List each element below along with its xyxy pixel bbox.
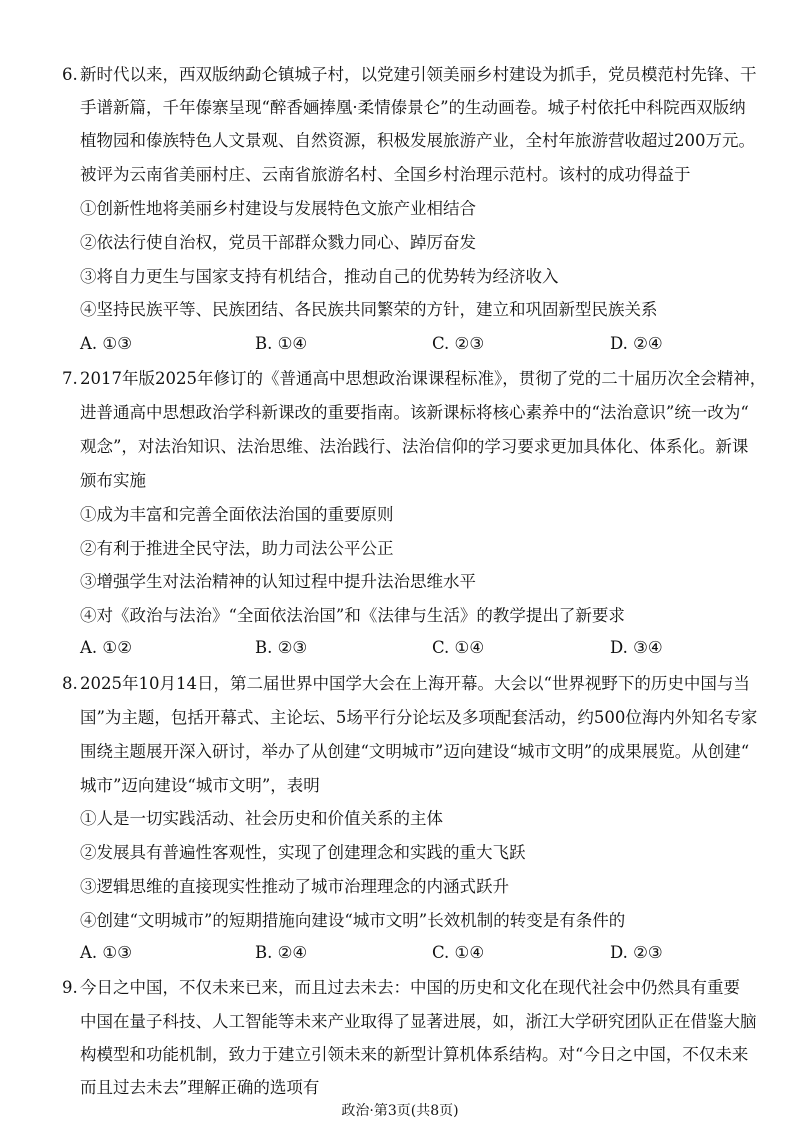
statement-4: ④对《政治与法治》“全面依法治国”和《法律与生活》的教学提出了新要求 xyxy=(80,606,625,625)
question-stem-line: 被评为云南省美丽村庄、云南省旅游名村、全国乡村治理示范村。该村的成功得益于 xyxy=(80,165,691,184)
question-number: 7. xyxy=(62,369,78,388)
question-stem-line: 2025年10月14日，第二届世界中国学大会在上海开幕。大会以“世界视野下的历史中国与当 xyxy=(80,674,750,693)
statement-2: ②发展具有普遍性客观性，实现了创建理念和实践的重大飞跃 xyxy=(80,843,526,862)
question-stem-line: 植物园和傣族特色人文景观、自然资源，积极发展旅游产业，全村年旅游营收超过200万元。 xyxy=(80,131,755,150)
statement-2: ②有利于推进全民守法，助力司法公平公正 xyxy=(80,539,394,558)
option-c[interactable]: C. ①④ xyxy=(432,638,485,657)
option-a[interactable]: A. ①③ xyxy=(80,334,132,353)
option-b[interactable]: B. ②④ xyxy=(255,943,308,962)
statement-3: ③逻辑思维的直接现实性推动了城市治理理念的内涵式跃升 xyxy=(80,877,509,896)
question-stem-line: 手谱新篇，千年傣寨呈现“醉香婳捧凰·柔情傣景仑”的生动画卷。城子村依托中科院西双版纳 xyxy=(80,98,746,117)
question-number: 9. xyxy=(62,978,78,997)
question-stem-line: 今日之中国，不仅未来已来，而且过去未去：中国的历史和文化在现代社会中仍然具有重要 xyxy=(80,978,740,997)
statement-1: ①人是一切实践活动、社会历史和价值关系的主体 xyxy=(80,809,443,828)
question-stem-line: 观念”，对法治知识、法治思维、法治践行、法治信仰的学习要求更加具体化、体系化。新课 xyxy=(80,437,749,456)
statement-4: ④坚持民族平等、民族团结、各民族共同繁荣的方针，建立和巩固新型民族关系 xyxy=(80,300,658,319)
question-stem-line: 国”为主题，包括开幕式、主论坛、5场平行分论坛及多项配套活动，约500位海内外知名专家 xyxy=(80,708,758,727)
question-stem-line: 新时代以来，西双版纳勐仑镇城子村，以党建引领美丽乡村建设为抓手，党员模范村先锋、干 xyxy=(80,65,757,84)
statement-2: ②依法行使自治权，党员干部群众戮力同心、踔厉奋发 xyxy=(80,233,476,252)
option-b[interactable]: B. ②③ xyxy=(255,638,308,657)
question-stem-line: 而且过去未去”理解正确的选项有 xyxy=(80,1078,320,1097)
statement-1: ①成为丰富和完善全面依法治国的重要原则 xyxy=(80,505,394,524)
statement-4: ④创建“文明城市”的短期措施向建设“城市文明”长效机制的转变是有条件的 xyxy=(80,911,626,930)
page-footer: 政治·第3页(共8页) xyxy=(341,1103,459,1119)
option-c[interactable]: C. ②③ xyxy=(432,334,485,353)
question-stem-line: 构模型和功能机制，致力于建立引领未来的新型计算机体系结构。对“今日之中国，不仅未来 xyxy=(80,1045,749,1064)
option-d[interactable]: D. ②③ xyxy=(610,943,663,962)
statement-1: ①创新性地将美丽乡村建设与发展特色文旅产业相结合 xyxy=(80,199,476,218)
question-stem-line: 进普通高中思想政治学科新课改的重要指南。该新课标将核心素养中的“法治意识”统一改为“ xyxy=(80,403,749,422)
question-stem-line: 围绕主题展开深入研讨，举办了从创建“文明城市”迈向建设“城市文明”的成果展览。从创建“ xyxy=(80,742,750,761)
option-d[interactable]: D. ②④ xyxy=(610,334,663,353)
question-stem-line: 中国在量子科技、人工智能等未来产业取得了显著进展，如，浙江大学研究团队正在借鉴大脑 xyxy=(80,1012,757,1031)
question-number: 8. xyxy=(62,674,78,693)
statement-3: ③将自力更生与国家支持有机结合，推动自己的优势转为经济收入 xyxy=(80,267,559,286)
question-stem-line: 城市”迈向建设“城市文明”，表明 xyxy=(80,776,320,795)
option-b[interactable]: B. ①④ xyxy=(255,334,308,353)
option-a[interactable]: A. ①② xyxy=(80,638,132,657)
option-c[interactable]: C. ①④ xyxy=(432,943,485,962)
question-stem-line: 颁布实施 xyxy=(80,471,146,490)
statement-3: ③增强学生对法治精神的认知过程中提升法治思维水平 xyxy=(80,572,476,591)
option-d[interactable]: D. ③④ xyxy=(610,638,663,657)
option-a[interactable]: A. ①③ xyxy=(80,943,132,962)
question-stem-line: 2017年版2025年修订的《普通高中思想政治课课程标准》，贯彻了党的二十届历次全会精神， xyxy=(80,369,767,388)
question-number: 6. xyxy=(62,65,78,84)
